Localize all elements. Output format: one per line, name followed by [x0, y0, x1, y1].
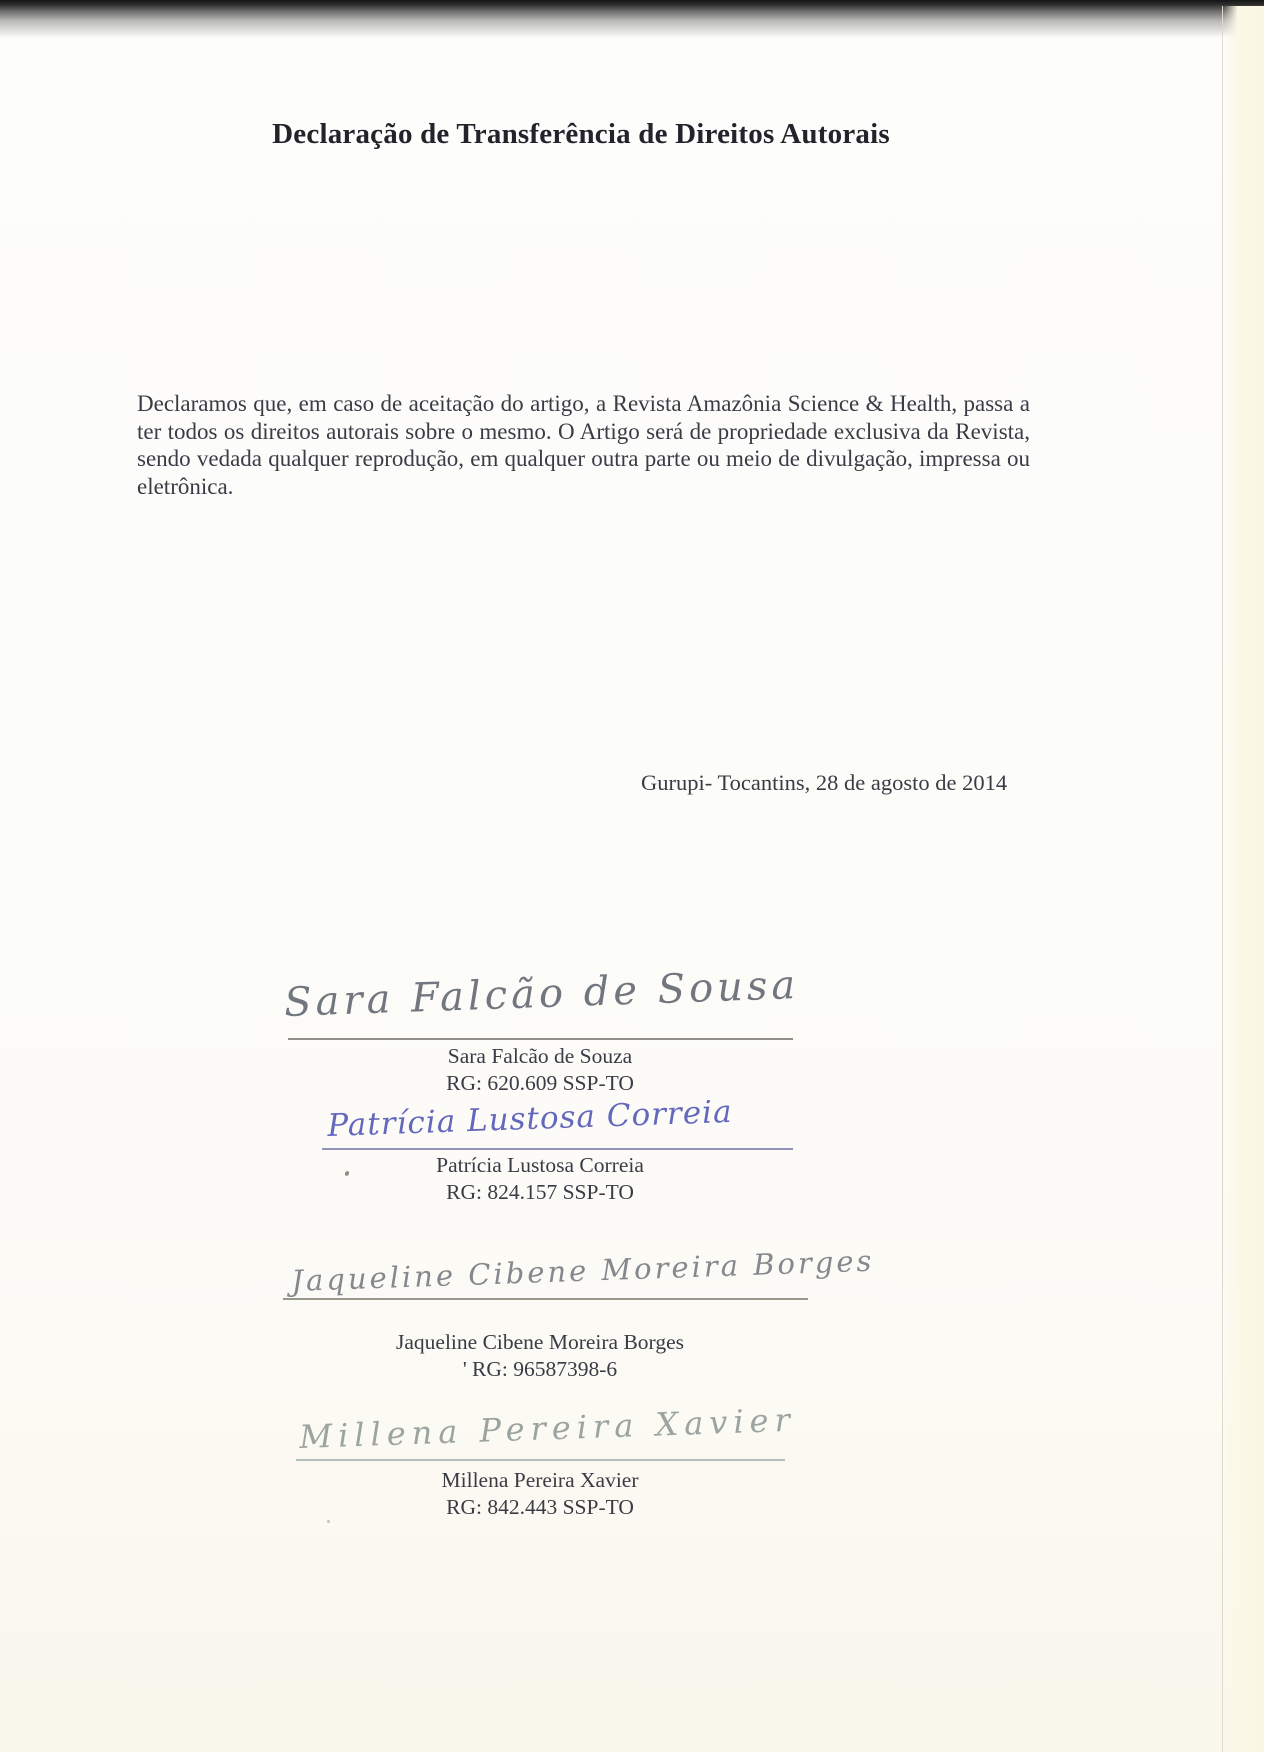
handwritten-signature: Patrícia Lustosa Correia [326, 1093, 734, 1144]
signer-rg-number: RG: 842.443 SSP-TO [446, 1495, 634, 1519]
handwritten-signature: Jaqueline Cibene Moreira Borges [290, 1243, 875, 1298]
signature-line [296, 1459, 785, 1461]
signer-rg-number: RG: 824.157 SSP-TO [446, 1180, 634, 1204]
scan-speck [327, 1520, 330, 1523]
declaration-paragraph: Declaramos que, em caso de aceitação do artigo, a Revista Amazônia Science & Health, passa a ter todos os direitos autorais sobre o mesmo. O Artigo será de propriedade exclusiva da Revista, sendo vedada qualquer reprodução, em qualquer outra parte ou meio de divulgação, impressa ou eletrônica. [137, 391, 1030, 499]
scan-artifact-top-edge [0, 0, 1264, 38]
signature-line [288, 1038, 793, 1040]
scan-artifact-right-edge [1222, 6, 1264, 1752]
signer-name: Jaqueline Cibene Moreira Borges [396, 1330, 684, 1354]
handwritten-signature: Sara Falcão de Sousa [283, 962, 800, 1026]
signer-rg-number: ' RG: 96587398-6 [462, 1357, 618, 1381]
signature-line [283, 1298, 808, 1300]
signer-rg-number: RG: 620.609 SSP-TO [446, 1071, 634, 1095]
signer-name: Sara Falcão de Souza [447, 1044, 633, 1068]
document-title: Declaração de Transferência de Direitos Autorais [272, 118, 890, 150]
signature-line [322, 1148, 793, 1150]
signer-name: Patrícia Lustosa Correia [436, 1153, 644, 1177]
place-date-line: Gurupi- Tocantins, 28 de agosto de 2014 [641, 770, 1008, 795]
signer-name: Millena Pereira Xavier [441, 1468, 639, 1492]
handwritten-signature: Millena Pereira Xavier [298, 1400, 797, 1456]
